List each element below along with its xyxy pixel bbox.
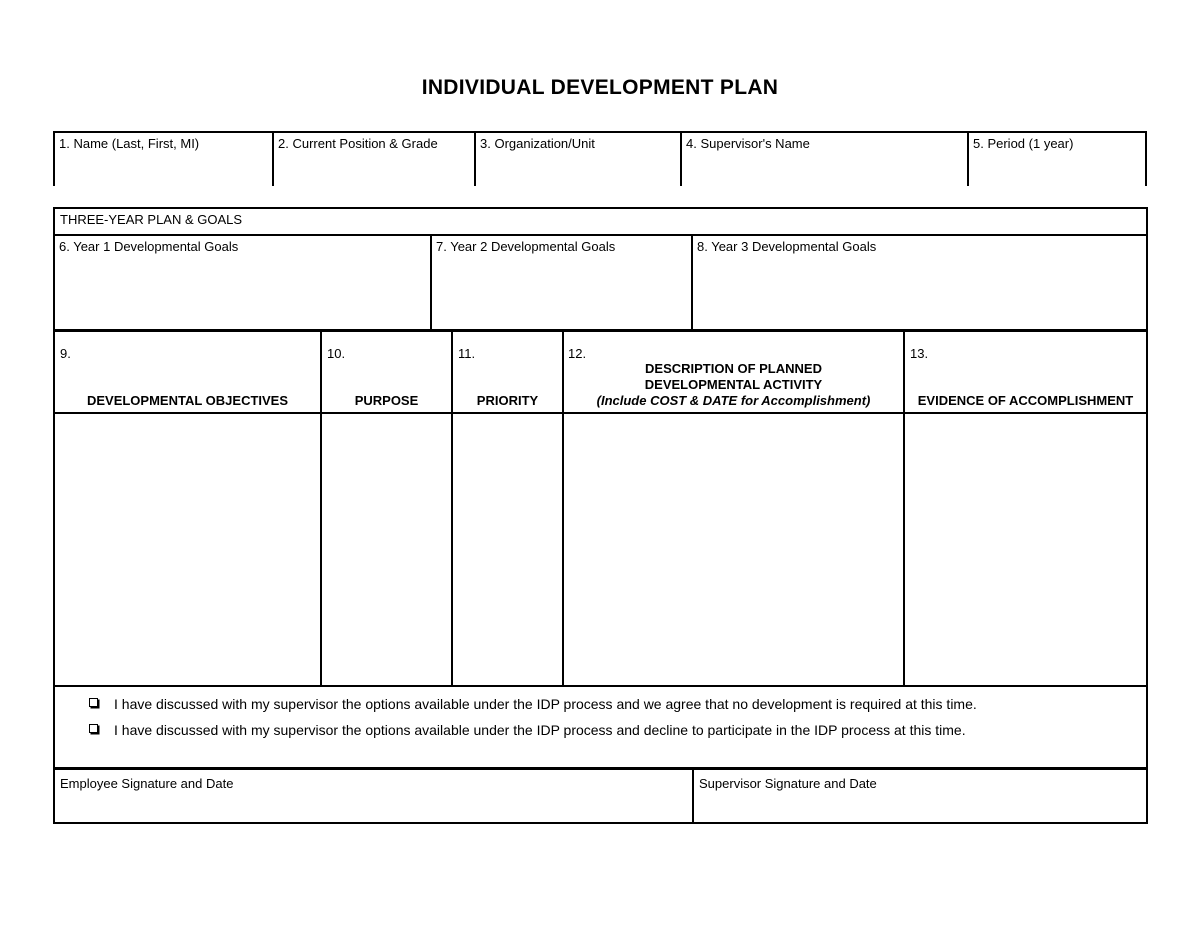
objectives-entry-cell[interactable] [55,414,320,685]
checkbox[interactable] [89,698,98,707]
column-title: EVIDENCE OF ACCOMPLISHMENT [917,393,1134,408]
priority-entry-cell[interactable] [453,414,562,685]
column-title: PURPOSE [354,393,419,408]
column-number: 12. [568,346,587,361]
checkbox[interactable] [89,724,98,733]
three-year-plan-title: THREE-YEAR PLAN & GOALS [60,212,243,227]
year1-goals-label: 6. Year 1 Developmental Goals [59,239,239,254]
table-bottom-divider [53,685,1148,687]
name-field-label: 1. Name (Last, First, MI) [59,136,200,151]
column-title: DEVELOPMENTAL OBJECTIVES [86,393,289,408]
year2-goals-field[interactable] [432,236,691,329]
position-grade-label: 2. Current Position & Grade [278,136,438,151]
period-label: 5. Period (1 year) [973,136,1074,151]
name-field[interactable] [55,133,272,186]
purpose-entry-cell[interactable] [322,414,451,685]
column-title: PRIORITY [476,393,539,408]
checkbox-label: I have discussed with my supervisor the options available under the IDP process and we agree that no development is required at this time. [114,696,977,712]
column-number: 9. [60,346,71,361]
column-number: 11. [458,346,476,361]
divider [1145,131,1147,186]
column-title-line1: DESCRIPTION OF PLANNED [645,361,822,376]
year2-goals-label: 7. Year 2 Developmental Goals [436,239,616,254]
year3-goals-label: 8. Year 3 Developmental Goals [697,239,877,254]
organization-unit-label: 3. Organization/Unit [480,136,595,151]
period-field[interactable] [969,133,1145,186]
activity-entry-cell[interactable] [564,414,903,685]
evidence-entry-cell[interactable] [905,414,1146,685]
year3-goals-field[interactable] [693,236,1146,329]
position-grade-field[interactable] [274,133,474,186]
column-number: 13. [910,346,929,361]
column-title-line3: (Include COST & DATE for Accomplishment) [596,393,871,408]
organization-unit-field[interactable] [476,133,680,186]
employee-signature-label: Employee Signature and Date [60,776,234,791]
page-title: INDIVIDUAL DEVELOPMENT PLAN [421,76,779,99]
supervisor-name-label: 4. Supervisor's Name [686,136,810,151]
supervisor-name-field[interactable] [682,133,967,186]
supervisor-signature-label: Supervisor Signature and Date [699,776,877,791]
checkbox-label: I have discussed with my supervisor the options available under the IDP process and decline to participate in the IDP process at this time. [114,722,966,738]
employee-signature-field[interactable] [55,770,692,822]
column-title-line2: DEVELOPMENTAL ACTIVITY [644,377,823,392]
column-number: 10. [327,346,346,361]
supervisor-signature-field[interactable] [694,770,1146,822]
year1-goals-field[interactable] [55,236,430,329]
